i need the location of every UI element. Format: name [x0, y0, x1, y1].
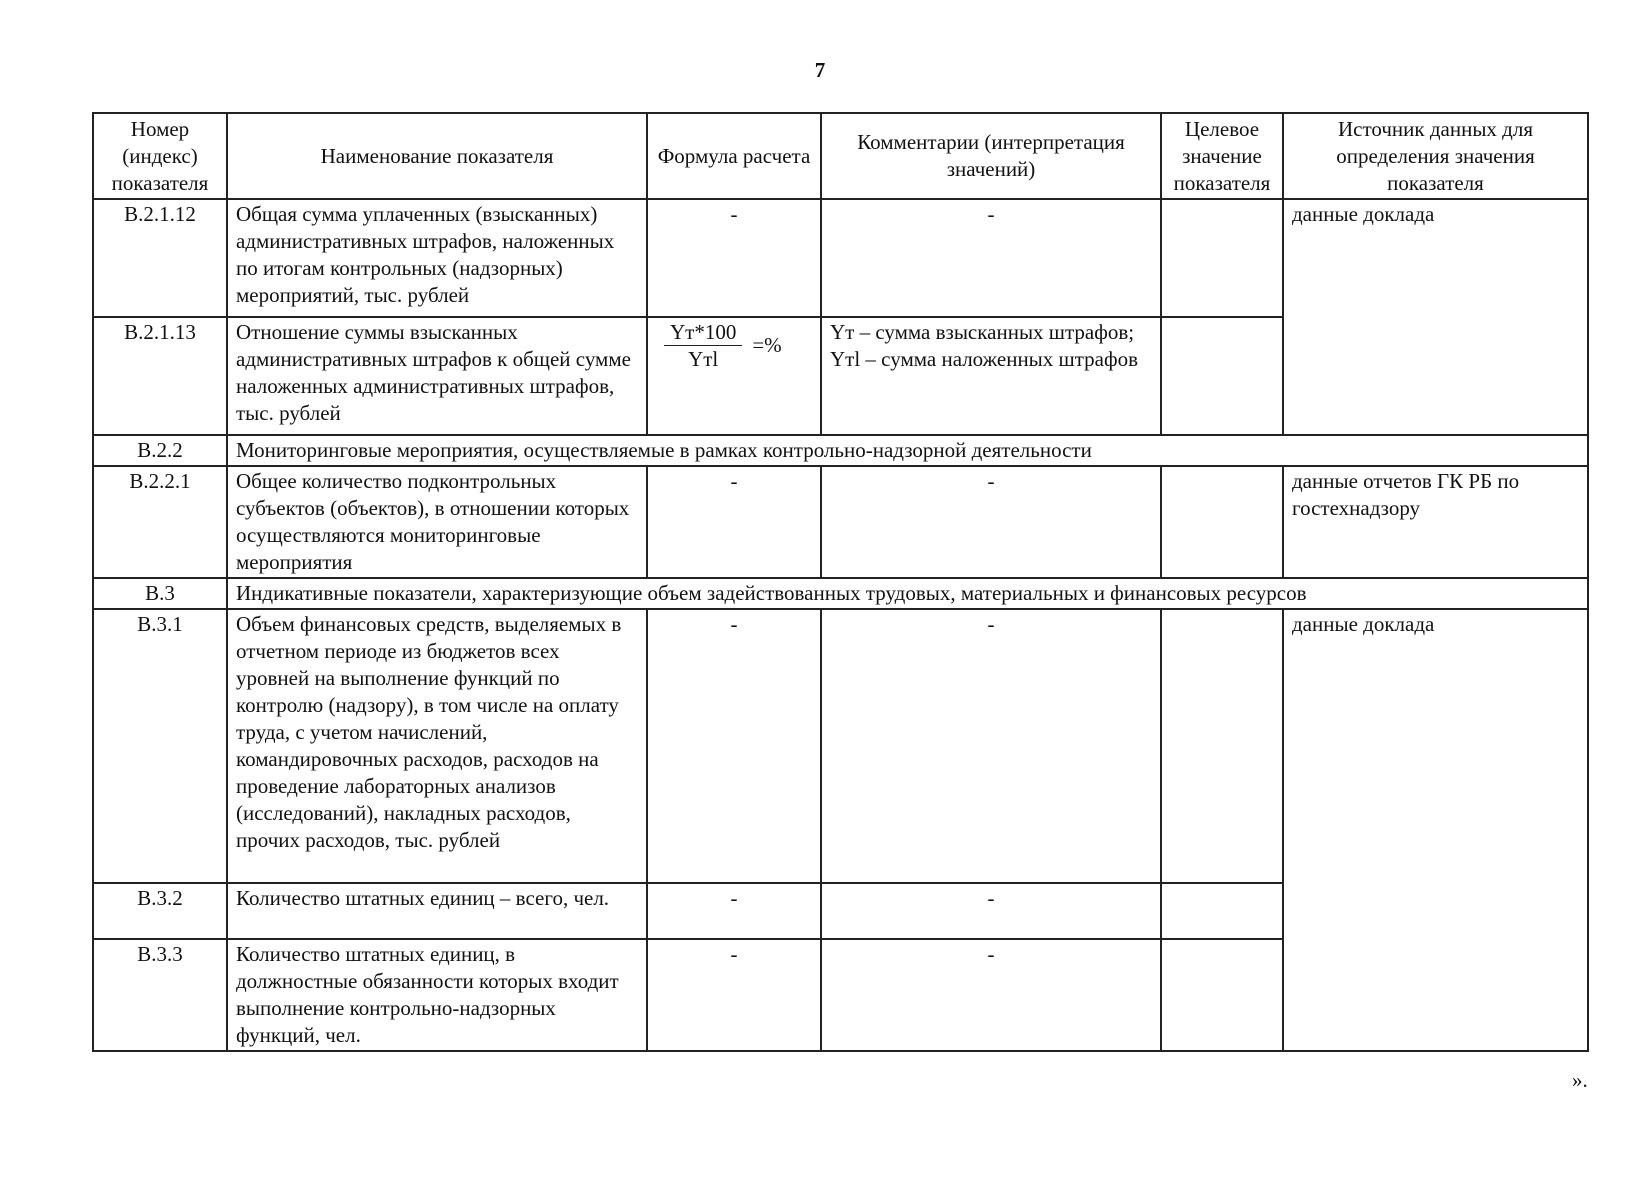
row-index: B.2.1.12: [93, 199, 227, 317]
formula-fraction: [664, 319, 742, 372]
header-formula: Формула расчета: [647, 113, 821, 199]
header-row: [93, 113, 1588, 199]
row-index: B.3.1: [93, 609, 227, 883]
table-row: [93, 609, 1588, 883]
row-index: B.3.3: [93, 939, 227, 1051]
row-formula: -: [647, 609, 821, 883]
row-name: Количество штатных единиц, в должностные обязанности которых входит выполнение контрольно-надзорных функций, чел.: [227, 939, 647, 1051]
row-comment: -: [821, 609, 1161, 883]
row-index: B.2.1.13: [93, 317, 227, 435]
row-target: [1161, 609, 1283, 883]
row-comment: [821, 317, 1161, 435]
header-name: Наименование показателя: [227, 113, 647, 199]
header-index: Номер (индекс) показателя: [93, 113, 227, 199]
section-title: Индикативные показатели, характеризующие объем задействованных трудовых, материальных и финансовых ресурсов: [227, 578, 1588, 609]
comment-line: Yт – сумма взысканных штрафов;: [830, 320, 1135, 344]
closing-mark: ».: [1572, 1068, 1588, 1092]
table-row: [93, 466, 1588, 578]
header-comment: Комментарии (интерпретация значений): [821, 113, 1161, 199]
section-row: [93, 435, 1588, 466]
page-number: 7: [814, 58, 826, 82]
row-comment: -: [821, 939, 1161, 1051]
row-comment: -: [821, 883, 1161, 939]
formula-denominator: Yтl: [688, 347, 719, 371]
row-target: [1161, 883, 1283, 939]
row-source: данные отчетов ГК РБ по гостехнадзору: [1283, 466, 1588, 578]
row-formula: -: [647, 883, 821, 939]
header-target: Целевое значение показателя: [1161, 113, 1283, 199]
formula-expression: [664, 319, 782, 372]
row-index: B.2.2.1: [93, 466, 227, 578]
section-row: [93, 578, 1588, 609]
formula-suffix: =%: [752, 333, 782, 357]
row-name: Общее количество подконтрольных субъектов (объектов), в отношении которых осуществляются мониторинговые мероприятия: [227, 466, 647, 578]
row-target: [1161, 317, 1283, 435]
row-source: данные доклада: [1283, 199, 1588, 435]
row-name: Отношение суммы взысканных административных штрафов к общей сумме наложенных административных штрафов, тыс. рублей: [227, 317, 647, 435]
formula-numerator: Yт*100: [664, 319, 742, 346]
table-row: [93, 199, 1588, 317]
indicators-table: [92, 112, 1589, 1052]
row-target: [1161, 466, 1283, 578]
row-source: данные доклада: [1283, 609, 1588, 1051]
section-index: B.3: [93, 578, 227, 609]
row-index: B.3.2: [93, 883, 227, 939]
row-formula: -: [647, 199, 821, 317]
row-formula: -: [647, 939, 821, 1051]
row-name: Количество штатных единиц – всего, чел.: [227, 883, 647, 939]
row-name: Объем финансовых средств, выделяемых в отчетном периоде из бюджетов всех уровней на выполнение функций по контролю (надзору), в том числе на оплату труда, с учетом начислений, командировочных расходов, расходов на проведение лабораторных анализов (исследований), накладных расходов, прочих расходов, тыс. рублей: [227, 609, 647, 883]
row-comment: -: [821, 199, 1161, 317]
row-comment: -: [821, 466, 1161, 578]
section-index: B.2.2: [93, 435, 227, 466]
row-target: [1161, 199, 1283, 317]
row-target: [1161, 939, 1283, 1051]
comment-line: Yтl – сумма наложенных штрафов: [830, 347, 1138, 371]
row-formula: -: [647, 466, 821, 578]
row-name: Общая сумма уплаченных (взысканных) административных штрафов, наложенных по итогам контрольных (надзорных) мероприятий, тыс. рублей: [227, 199, 647, 317]
section-title: Мониторинговые мероприятия, осуществляемые в рамках контрольно-надзорной деятельности: [227, 435, 1588, 466]
header-source: Источник данных для определения значения показателя: [1283, 113, 1588, 199]
row-formula: [647, 317, 821, 435]
